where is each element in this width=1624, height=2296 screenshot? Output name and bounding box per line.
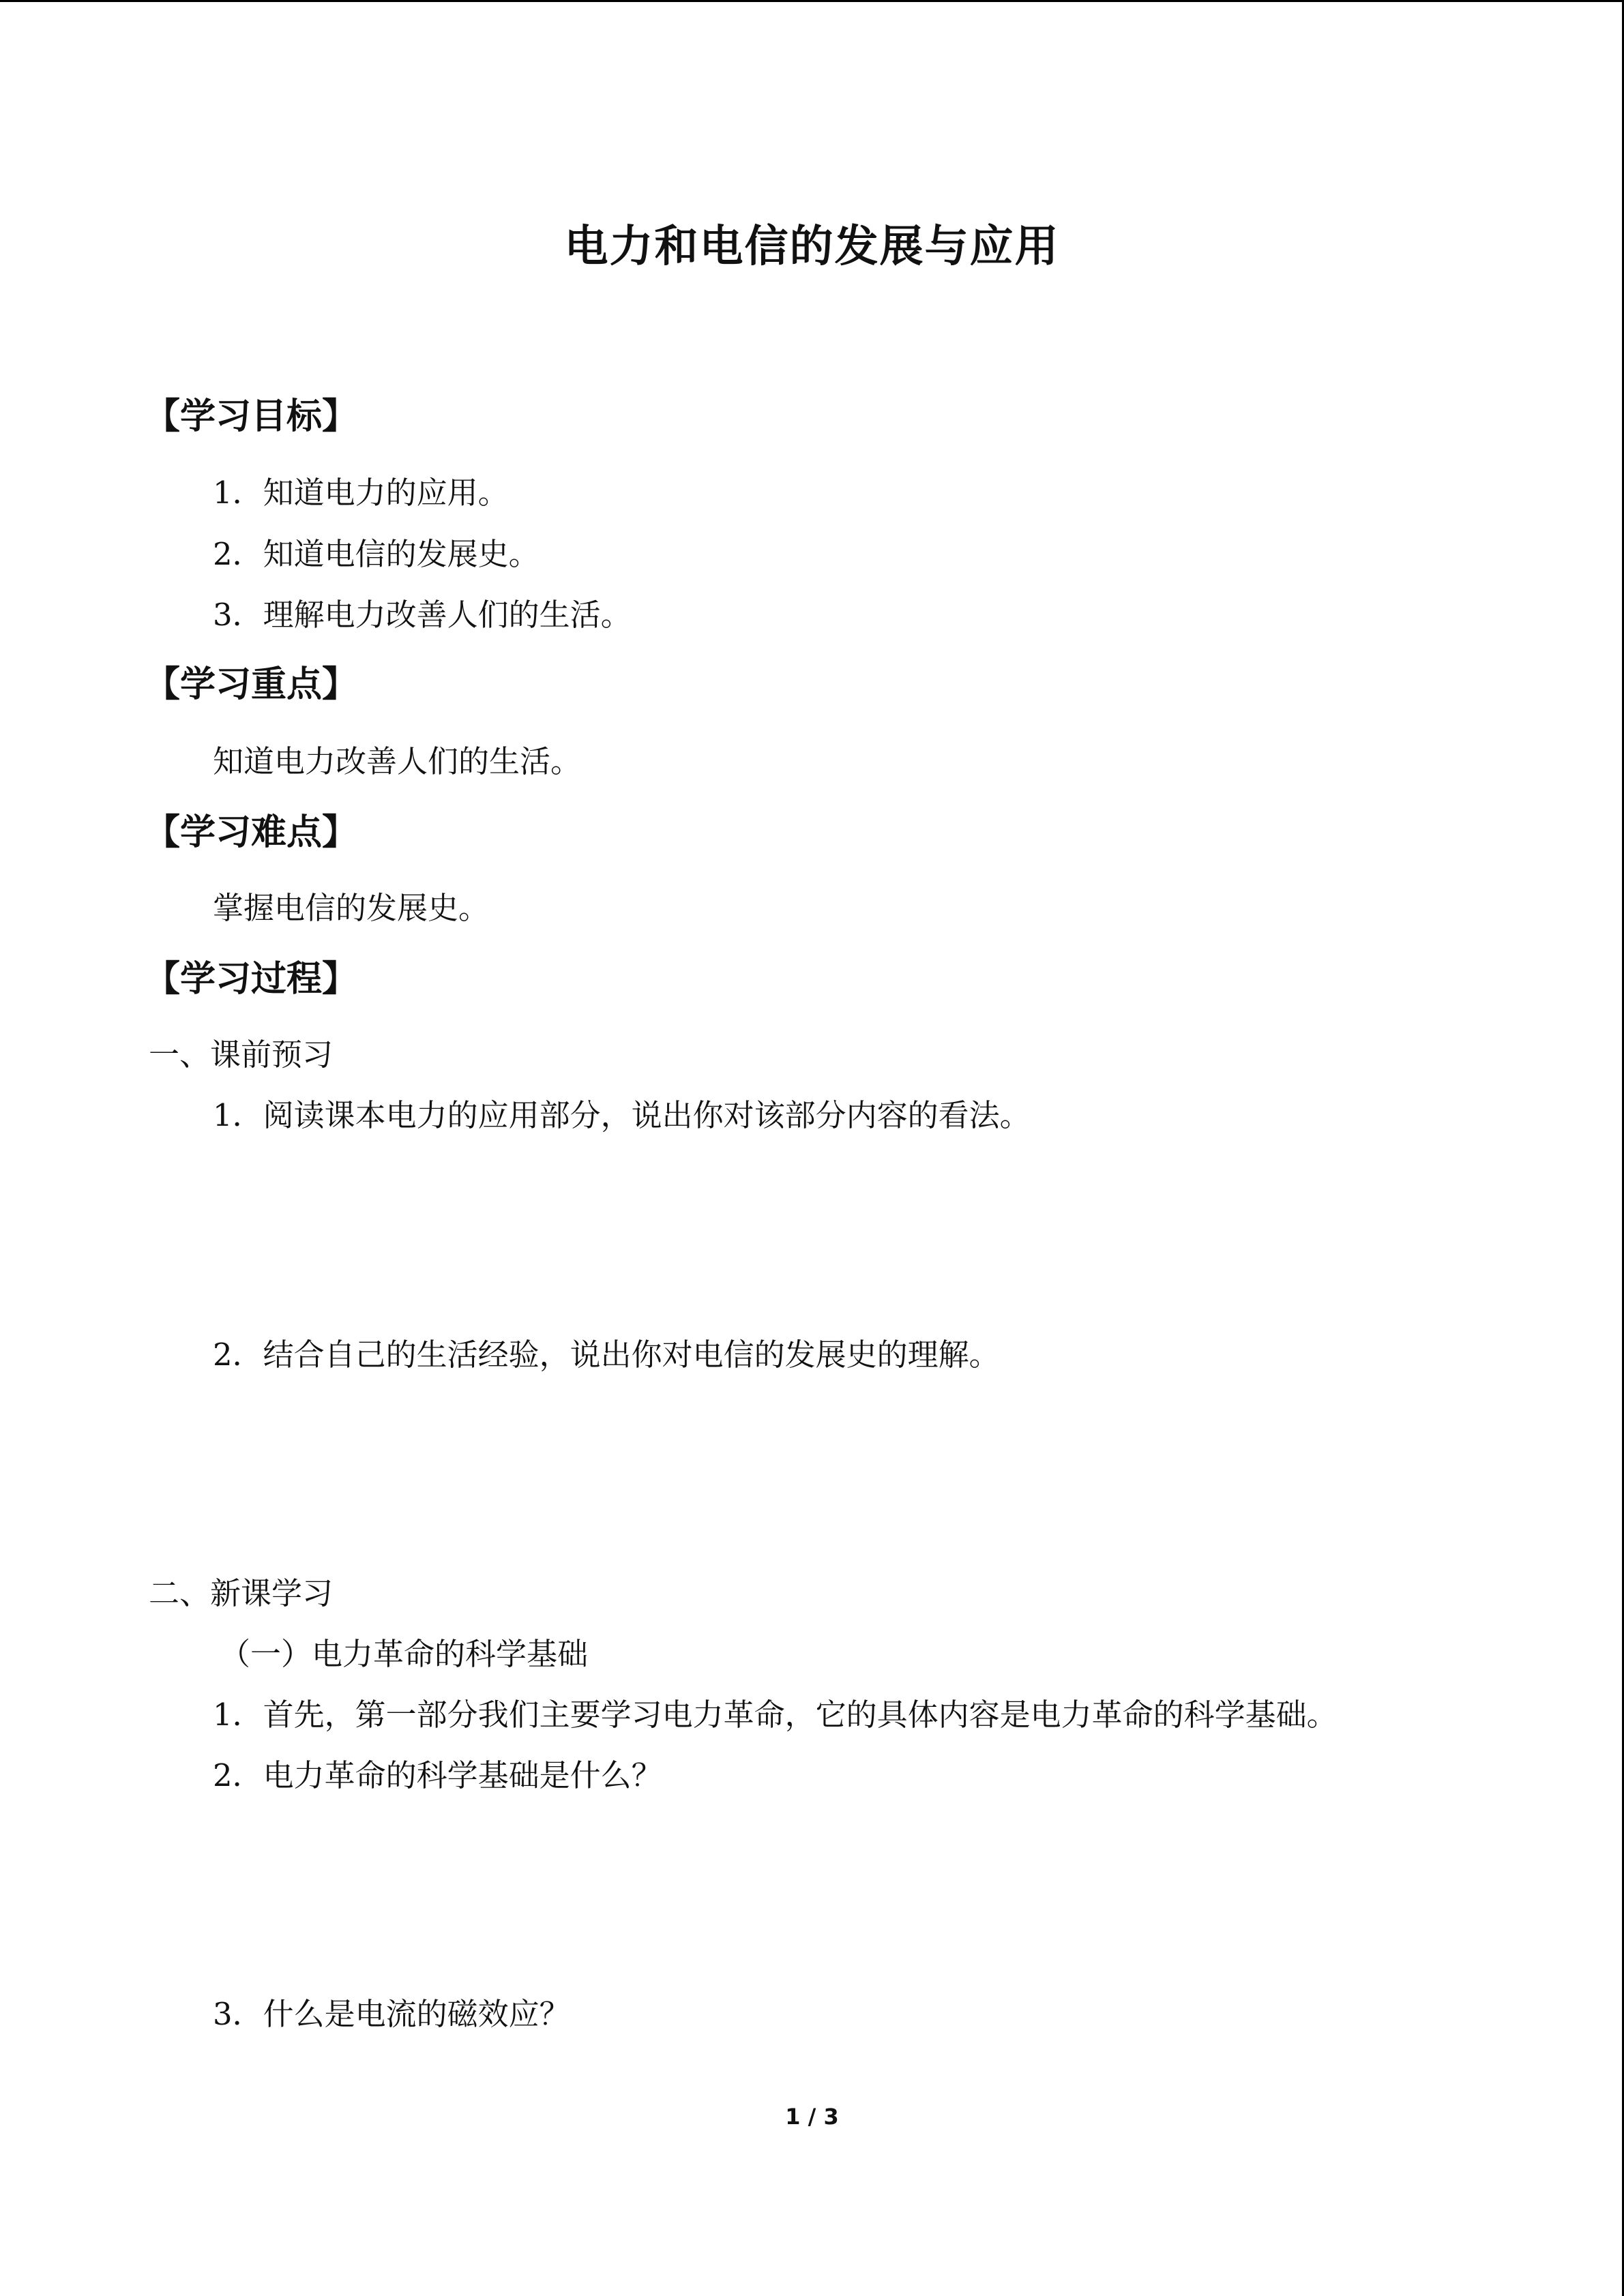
page-number: 1 / 3	[785, 2104, 839, 2130]
new-lesson-title: 二、新课学习	[149, 1575, 334, 1611]
document-title: 电力和电信的发展与应用	[564, 222, 1060, 272]
section-heading-difficulties: 【学习难点】	[145, 812, 358, 853]
objective-item: 1．知道电力的应用。	[213, 475, 509, 511]
new-lesson-item: 1．首先，第一部分我们主要学习电力革命，它的具体内容是电力革命的科学基础。	[213, 1697, 1338, 1733]
section-heading-objectives: 【学习目标】	[145, 396, 358, 437]
difficulties-text: 掌握电信的发展史。	[213, 890, 490, 926]
new-lesson-item: 2．电力革命的科学基础是什么？	[213, 1757, 662, 1793]
section-heading-process: 【学习过程】	[145, 959, 358, 1000]
preview-item: 1．阅读课本电力的应用部分，说出你对该部分内容的看法。	[213, 1097, 1031, 1133]
objective-item: 3．理解电力改善人们的生活。	[213, 597, 632, 633]
objective-item: 2．知道电信的发展史。	[213, 536, 540, 572]
preview-title: 一、课前预习	[149, 1037, 334, 1073]
new-lesson-subsection: （一）电力革命的科学基础	[220, 1636, 589, 1672]
new-lesson-item: 3．什么是电流的磁效应？	[213, 1996, 570, 2032]
key-points-text: 知道电力改善人们的生活。	[213, 743, 582, 779]
preview-item: 2．结合自己的生活经验，说出你对电信的发展史的理解。	[213, 1337, 1000, 1373]
section-heading-key-points: 【学习重点】	[145, 664, 358, 705]
